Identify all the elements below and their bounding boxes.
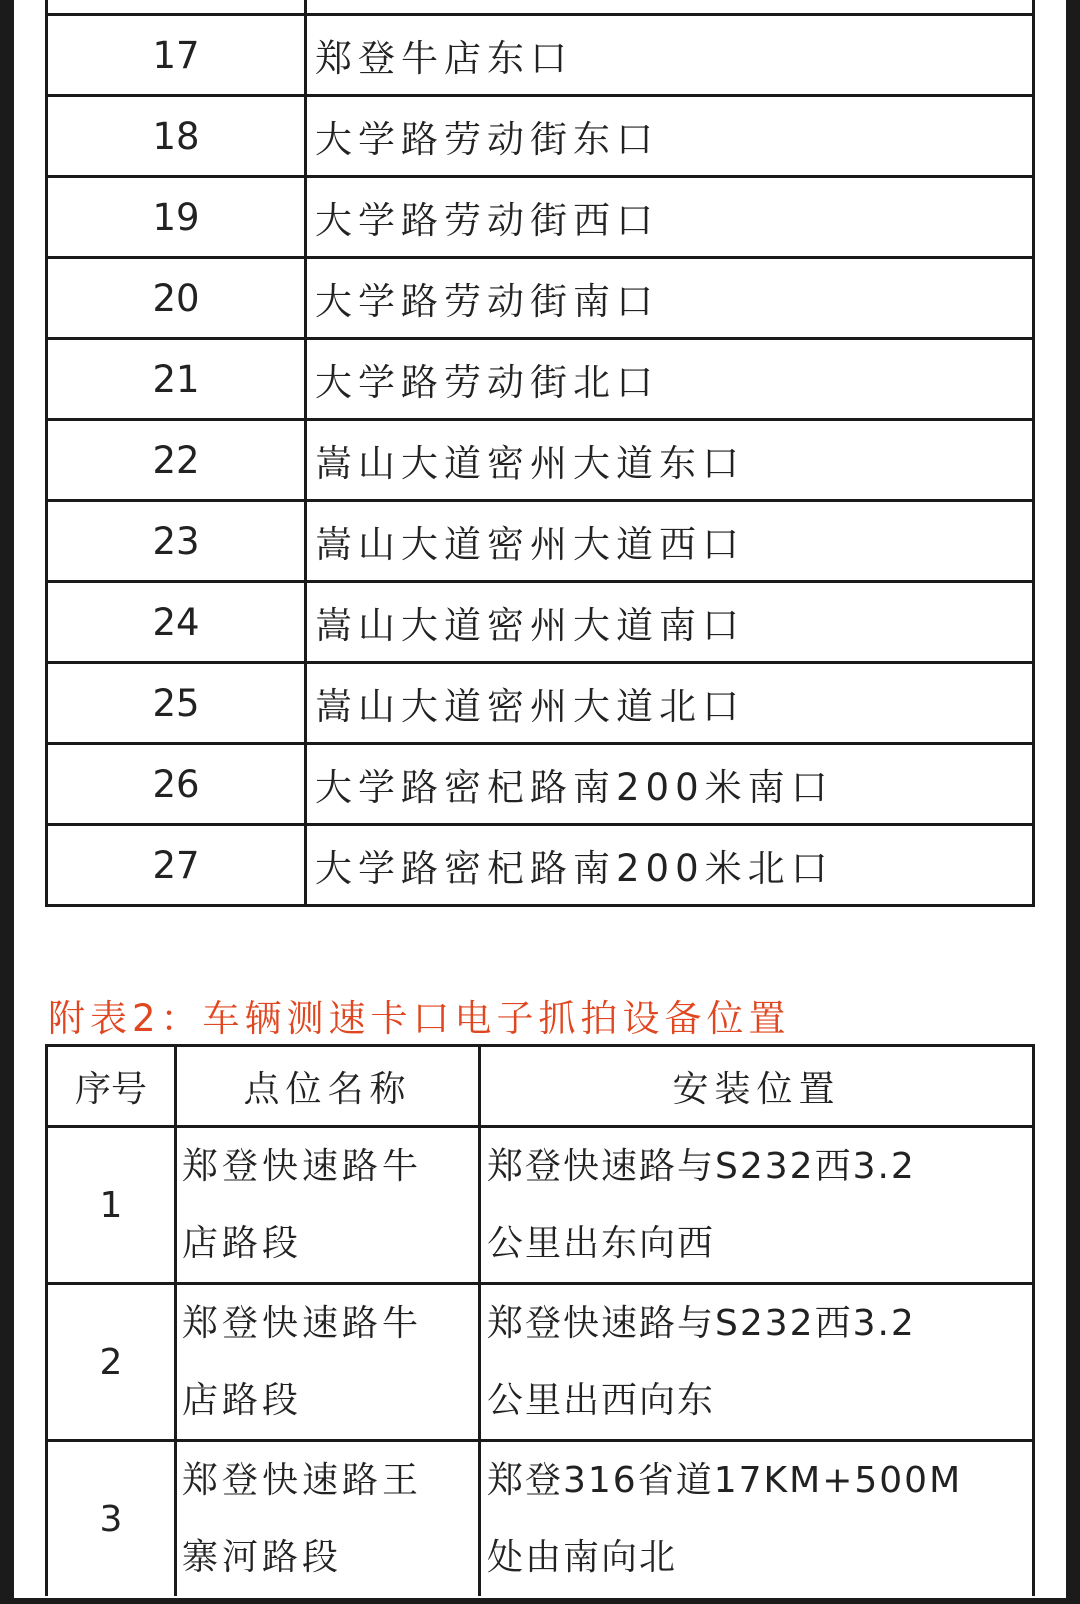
row-number: 26 bbox=[47, 744, 306, 825]
table-row bbox=[47, 96, 1034, 177]
left-edge-border bbox=[0, 0, 14, 1604]
row-number: 27 bbox=[47, 825, 306, 906]
header-location: 安装位置 bbox=[480, 1046, 1034, 1127]
table-row bbox=[47, 258, 1034, 339]
location-line-1: 郑登快速路与S232西3.2 bbox=[487, 1303, 916, 1344]
table-row bbox=[47, 15, 1034, 96]
row-number: 20 bbox=[47, 258, 306, 339]
location-line-2: 公里出东向西 bbox=[487, 1223, 716, 1264]
location-line-2: 公里出西向东 bbox=[487, 1380, 716, 1421]
row-number: 19 bbox=[47, 177, 306, 258]
row-name: 大学路劳动街西口 bbox=[306, 177, 1034, 258]
row-number bbox=[47, 0, 306, 15]
row-number: 25 bbox=[47, 663, 306, 744]
table-row bbox=[47, 501, 1034, 582]
row-number: 22 bbox=[47, 420, 306, 501]
table-row bbox=[47, 177, 1034, 258]
row-name: 嵩山大道密州大道北口 bbox=[306, 663, 1034, 744]
location-line-2: 处由南向北 bbox=[487, 1537, 678, 1578]
location-line-1: 郑登快速路与S232西3.2 bbox=[487, 1146, 916, 1187]
table-row bbox=[47, 420, 1034, 501]
name-line-2: 寨河路段 bbox=[182, 1537, 343, 1578]
row-number: 23 bbox=[47, 501, 306, 582]
table-row bbox=[47, 744, 1034, 825]
row-number: 18 bbox=[47, 96, 306, 177]
row-location bbox=[480, 1441, 1034, 1597]
name-line-1: 郑登快速路牛 bbox=[182, 1146, 423, 1187]
row-point-name bbox=[176, 1284, 480, 1441]
table-row bbox=[47, 1441, 1034, 1597]
row-name: 大学路密杞路南200米北口 bbox=[306, 825, 1034, 906]
row-name: 大学路劳动街北口 bbox=[306, 339, 1034, 420]
location-line-1: 郑登316省道17KM+500M bbox=[487, 1460, 963, 1501]
row-name: 大学路劳动街南口 bbox=[306, 258, 1034, 339]
row-point-name bbox=[176, 1441, 480, 1597]
row-location bbox=[480, 1127, 1034, 1284]
row-number: 17 bbox=[47, 15, 306, 96]
row-location bbox=[480, 1284, 1034, 1441]
intersection-table bbox=[45, 0, 1035, 907]
row-index: 2 bbox=[47, 1284, 176, 1441]
bottom-edge-border bbox=[0, 1598, 1080, 1604]
name-line-1: 郑登快速路王 bbox=[182, 1460, 423, 1501]
row-index: 1 bbox=[47, 1127, 176, 1284]
row-name: 嵩山大道密州大道南口 bbox=[306, 582, 1034, 663]
table-row bbox=[47, 339, 1034, 420]
table-row bbox=[47, 1284, 1034, 1441]
row-point-name bbox=[176, 1127, 480, 1284]
row-name bbox=[306, 0, 1034, 15]
table-row bbox=[47, 582, 1034, 663]
table-row bbox=[47, 825, 1034, 906]
table-row bbox=[47, 663, 1034, 744]
name-line-1: 郑登快速路牛 bbox=[182, 1303, 423, 1344]
header-index: 序号 bbox=[47, 1046, 176, 1127]
row-name: 嵩山大道密州大道东口 bbox=[306, 420, 1034, 501]
row-index: 3 bbox=[47, 1441, 176, 1597]
name-line-2: 店路段 bbox=[182, 1380, 303, 1421]
table-header-row bbox=[47, 1046, 1034, 1127]
header-name: 点位名称 bbox=[176, 1046, 480, 1127]
row-name: 大学路劳动街东口 bbox=[306, 96, 1034, 177]
right-edge-border bbox=[1066, 0, 1080, 1604]
row-number: 21 bbox=[47, 339, 306, 420]
name-line-2: 店路段 bbox=[182, 1223, 303, 1264]
table-row bbox=[47, 0, 1034, 15]
speed-camera-table bbox=[45, 1044, 1035, 1596]
table-row bbox=[47, 1127, 1034, 1284]
row-number: 24 bbox=[47, 582, 306, 663]
row-name: 嵩山大道密州大道西口 bbox=[306, 501, 1034, 582]
table2-caption: 附表2：车辆测速卡口电子抓拍设备位置 bbox=[48, 997, 791, 1040]
row-name: 大学路密杞路南200米南口 bbox=[306, 744, 1034, 825]
row-name: 郑登牛店东口 bbox=[306, 15, 1034, 96]
